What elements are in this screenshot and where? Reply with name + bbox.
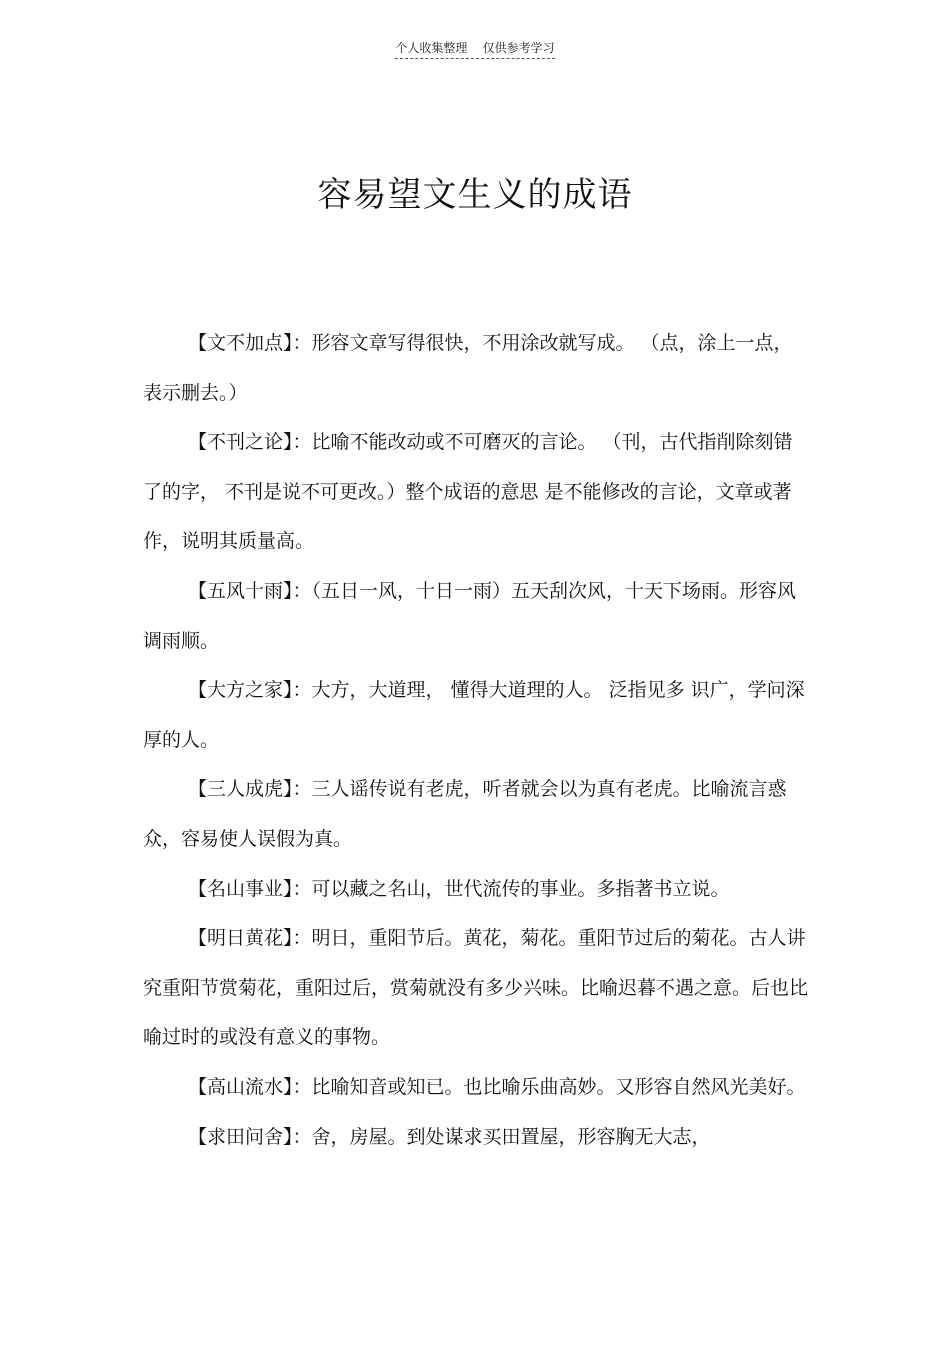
idiom-term: 【明日黄花】 [188, 927, 293, 950]
idiom-term: 【名山事业】 [188, 877, 293, 900]
idiom-entry [143, 1113, 808, 1163]
idiom-entry [143, 914, 808, 1063]
idiom-entry [143, 765, 808, 864]
idiom-entry [143, 1063, 808, 1113]
idiom-entry [143, 666, 808, 765]
idiom-term: 【大方之家】 [188, 679, 293, 702]
idiom-definition: ：形容文章写得很快，不用涂改就写成。 （点，涂上一点，表示删去。） [143, 332, 793, 404]
idiom-term: 【三人成虎】 [188, 778, 293, 801]
idiom-entry [143, 865, 808, 915]
idiom-definition: ：舍，房屋。到处谋求买田置屋，形容胸无大志， [292, 1125, 711, 1148]
idiom-entry [143, 418, 808, 567]
idiom-term: 【高山流水】 [188, 1075, 293, 1098]
idiom-term: 【不刊之论】 [188, 431, 293, 454]
idiom-definition: ：比喻不能改动或不可磨灭的言论。 （刊，古代指削除刻错了的字， 不刊是说不可更改。）整个成语的意思 是不能修改的言论，文章或著作，说明其质量高。 [143, 431, 793, 553]
document-title: 容易望文生义的成语 [317, 175, 633, 215]
idiom-list [143, 319, 808, 1162]
idiom-entry [143, 567, 808, 666]
idiom-definition: ：大方，大道理， 懂得大道理的人。 泛指见多 识广，学问深厚的人。 [143, 679, 805, 751]
page-header [0, 40, 950, 59]
header-text: 个人收集整理 仅供参考学习 [395, 40, 554, 59]
idiom-term: 【五风十雨】 [188, 579, 293, 602]
idiom-term: 【文不加点】 [188, 332, 293, 354]
idiom-definition: ：（五日一风，十日一雨）五天刮次风，十天下场雨。形容风调雨顺。 [143, 579, 797, 652]
idiom-definition: ：明日，重阳节后。黄花，菊花。重阳节过后的菊花。古人讲究重阳节赏菊花，重阳过后，赏菊就没有多少兴味。比喻迟暮不遇之意。后也比喻过时的或没有意义的事物。 [143, 927, 809, 1049]
idiom-term: 【求田问舍】 [188, 1125, 293, 1148]
idiom-definition: ：三人谣传说有老虎，听者就会以为真有老虎。比喻流言惑众，容易使人误假为真。 [143, 778, 787, 850]
idiom-definition: ：比喻知音或知已。也比喻乐曲高妙。又形容自然风光美好。 [292, 1075, 806, 1098]
idiom-entry [143, 319, 808, 418]
idiom-definition: ：可以藏之名山，世代流传的事业。多指著书立说。 [292, 877, 730, 900]
